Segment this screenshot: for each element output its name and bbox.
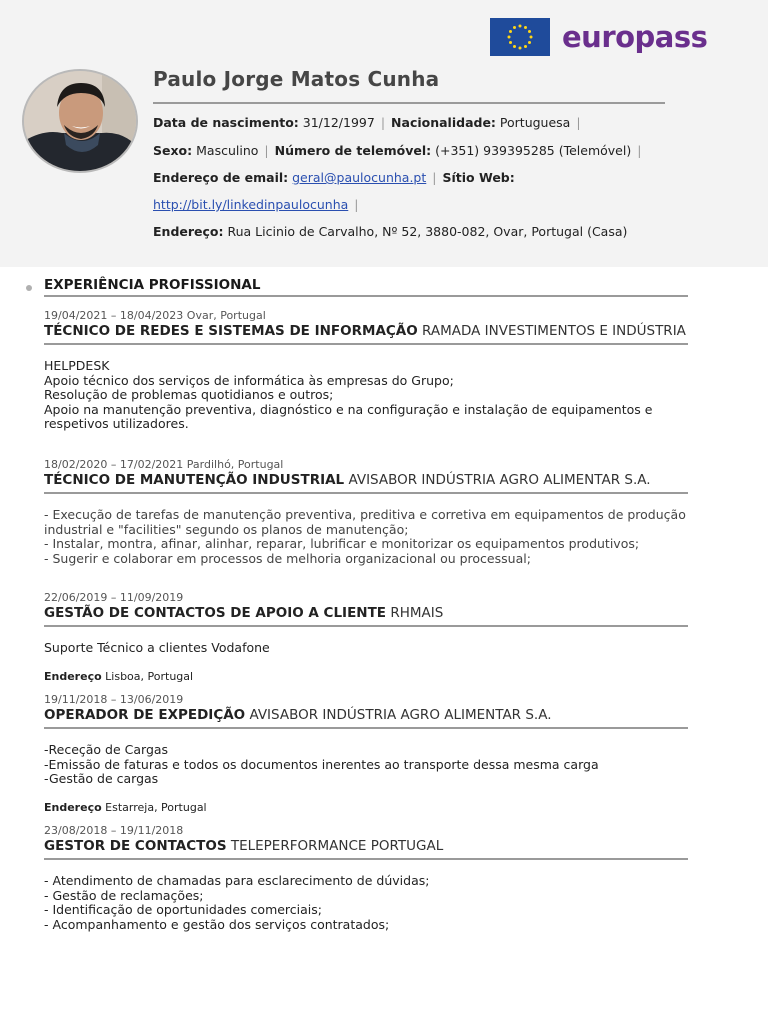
job-address-value: Estarreja, Portugal — [105, 800, 207, 814]
job-entry — [44, 693, 688, 814]
desc-line: - Identificação de oportunidades comerciais; — [44, 902, 322, 918]
sex-label: Sexo: — [153, 143, 193, 158]
job-employer: TELEPERFORMANCE PORTUGAL — [230, 838, 444, 854]
job-description — [44, 508, 688, 566]
job-role: TÉCNICO DE MANUTENÇÃO INDUSTRIAL — [44, 472, 345, 488]
job-title — [44, 322, 688, 340]
job-role: TÉCNICO DE REDES E SISTEMAS DE INFORMAÇÃO — [44, 323, 418, 339]
info-row-birth — [153, 115, 587, 130]
desc-line: -Gestão de cargas — [44, 771, 159, 787]
eu-flag-icon — [490, 18, 550, 56]
separator: | — [637, 143, 642, 158]
desc-line: -Emissão de faturas e todos os documentos inerentes ao transporte dessa mesma carga — [44, 756, 599, 772]
job-title — [44, 837, 688, 855]
job-divider — [44, 858, 688, 860]
desc-line: - Sugerir e colaborar em processos de melhoria organizacional ou processual; — [44, 550, 531, 566]
job-employer: AVISABOR INDÚSTRIA AGRO ALIMENTAR S.A. — [348, 472, 651, 488]
job-address — [44, 670, 688, 683]
job-dates: 18/02/2020 – 17/02/2021 Pardilhó, Portugal — [44, 458, 284, 471]
desc-line: -Receção de Cargas — [44, 742, 169, 757]
job-address-value: Lisboa, Portugal — [105, 669, 194, 683]
job-role: GESTÃO DE CONTACTOS DE APOIO A CLIENTE — [44, 605, 387, 621]
job-entry — [44, 824, 688, 932]
info-row-email-web — [153, 170, 515, 185]
job-dates: 22/06/2019 – 11/09/2019 — [44, 591, 184, 604]
job-description — [44, 359, 688, 432]
address-label: Endereço: — [153, 224, 224, 239]
job-employer: RAMADA INVESTIMENTOS E INDÚSTRIA — [422, 323, 686, 339]
job-address-label: Endereço — [44, 800, 102, 814]
email-link[interactable]: geral@paulocunha.pt — [292, 170, 427, 185]
nationality-label: Nacionalidade: — [391, 115, 496, 130]
info-row-website — [153, 197, 365, 212]
nationality-value: Portuguesa — [499, 115, 571, 130]
desc-line: Suporte Técnico a clientes Vodafone — [44, 640, 270, 655]
name-divider — [153, 102, 665, 104]
job-divider — [44, 492, 688, 494]
address-value: Rua Licinio de Carvalho, Nº 52, 3880-082, Ovar, Portugal (Casa) — [227, 224, 628, 239]
separator: | — [432, 170, 437, 185]
separator: | — [380, 115, 386, 130]
cv-header — [0, 0, 768, 267]
job-description — [44, 641, 688, 656]
desc-line: - Execução de tarefas de manutenção preventiva, preditiva e corretiva em equipamentos de produção industrial e "facilities" segundo os planos de manutenção; — [44, 507, 686, 537]
job-description — [44, 743, 688, 787]
section-divider — [44, 295, 688, 297]
job-role: OPERADOR DE EXPEDIÇÃO — [44, 707, 246, 723]
desc-line: - Gestão de reclamações; — [44, 887, 204, 903]
job-entry — [44, 591, 688, 683]
job-employer: RHMAIS — [390, 605, 444, 621]
sex-value: Masculino — [196, 143, 259, 158]
job-address-label: Endereço — [44, 669, 102, 683]
job-divider — [44, 343, 688, 345]
phone-label: Número de telemóvel: — [274, 143, 432, 158]
job-dates: 23/08/2018 – 19/11/2018 — [44, 824, 184, 837]
section-title: EXPERIÊNCIA PROFISSIONAL — [44, 277, 261, 293]
website-link[interactable]: http://bit.ly/linkedinpaulocunha — [153, 197, 349, 212]
birth-label: Data de nascimento: — [153, 115, 299, 130]
separator: | — [576, 115, 581, 130]
desc-line: Resolução de problemas quotidianos e outros; — [44, 387, 334, 403]
desc-line: - Instalar, montra, afinar, alinhar, reparar, lubrificar e monitorizar os equipamentos produtivos; — [44, 536, 640, 552]
europass-wordmark: europass — [562, 20, 708, 54]
desc-line: - Atendimento de chamadas para esclarecimento de dúvidas; — [44, 873, 430, 888]
job-entry — [44, 309, 688, 432]
email-label: Endereço de email: — [153, 170, 289, 185]
desc-line: Apoio na manutenção preventiva, diagnóstico e na configuração e instalação de equipamentos e respetivos utilizadores. — [44, 401, 653, 432]
job-divider — [44, 727, 688, 729]
job-description — [44, 874, 688, 932]
info-row-sex-phone — [153, 143, 647, 158]
job-dates: 19/04/2021 – 18/04/2023 Ovar, Portugal — [44, 309, 266, 322]
desc-line: HELPDESK — [44, 358, 110, 373]
job-employer: AVISABOR INDÚSTRIA AGRO ALIMENTAR S.A. — [249, 707, 552, 723]
job-title — [44, 471, 688, 489]
birth-value: 31/12/1997 — [302, 115, 375, 130]
person-name: Paulo Jorge Matos Cunha — [153, 67, 440, 91]
website-label: Sítio Web: — [442, 170, 515, 185]
separator: | — [354, 197, 359, 212]
job-role: GESTOR DE CONTACTOS — [44, 838, 227, 854]
separator: | — [264, 143, 269, 158]
job-address — [44, 801, 688, 814]
profile-photo — [22, 69, 138, 173]
desc-line: Apoio técnico dos serviços de informática às empresas do Grupo; — [44, 372, 454, 388]
job-dates: 19/11/2018 – 13/06/2019 — [44, 693, 184, 706]
job-title — [44, 604, 688, 622]
desc-line: - Acompanhamento e gestão dos serviços contratados; — [44, 916, 390, 932]
europass-logo — [490, 18, 707, 56]
job-title — [44, 706, 688, 724]
phone-value: (+351) 939395285 (Telemóvel) — [435, 143, 632, 158]
job-divider — [44, 625, 688, 627]
info-row-address — [153, 224, 627, 239]
job-entry — [44, 458, 688, 566]
section-bullet-icon — [26, 285, 32, 291]
